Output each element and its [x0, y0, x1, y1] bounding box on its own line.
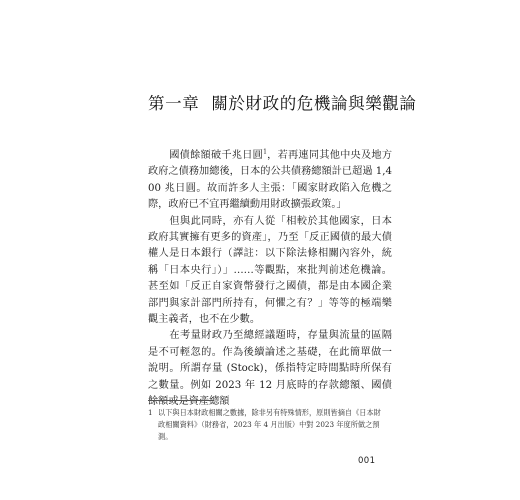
paragraph-1 [148, 148, 392, 214]
chapter-number: 第一章 [148, 94, 200, 113]
paragraph-2 [148, 214, 392, 329]
chapter-heading [148, 90, 417, 114]
footnote-divider [148, 400, 214, 401]
paragraph-3-text: 在考量財政乃至總經議題時，存量與流量的區隔是不可輕忽的。作為後續論述之基礎，在此簡單做一說明。所謂存量 (Stock)，係指特定時間點時所保有之數量。例如 2023 年 12 月底時的存款總額、國債餘額或是資產總額 [148, 330, 392, 408]
footnote-marker: 1 [263, 148, 267, 156]
footnote-number: 1 [148, 408, 153, 417]
paragraph-1-text-rest: ，若再連同其他中央及地方政府之債務加總後，日本的公共債務總額計已超過 1,400 兆日圓。故而許多人主張：「國家財政陷入危機之際，政府已不宜再繼續動用財政擴張政策。」 [148, 150, 393, 211]
paragraph-2-text: 但與此同時，亦有人從「相較於其他國家，日本政府其實擁有更多的資產」，乃至「反正國債的最大債權人是日本銀行（譯註：以下除法條相關內容外，統稱「日本央行」）」……等觀點，來批判前述危機論。甚至如「反正自家資幣發行之國債，都是由本國企業部門與家計部門所持有，何懼之有？」等等的極端樂觀主義者，也不在少數。 [148, 215, 392, 326]
footnote [148, 407, 384, 443]
chapter-title: 關於財政的危機論與樂觀論 [211, 94, 417, 113]
page-number: 001 [358, 456, 376, 466]
paragraph-1-text-start: 國債餘額破千兆日圓 [169, 150, 264, 161]
paragraph-3 [148, 328, 392, 410]
body-text [148, 148, 392, 411]
footnote-text: 以下與日本財政相關之數據，除非另有特殊情形，原則皆摘自《日本財政相關資料》（財務省，2023 年 4 月出版）中對 2023 年度所做之預測。 [158, 408, 381, 441]
